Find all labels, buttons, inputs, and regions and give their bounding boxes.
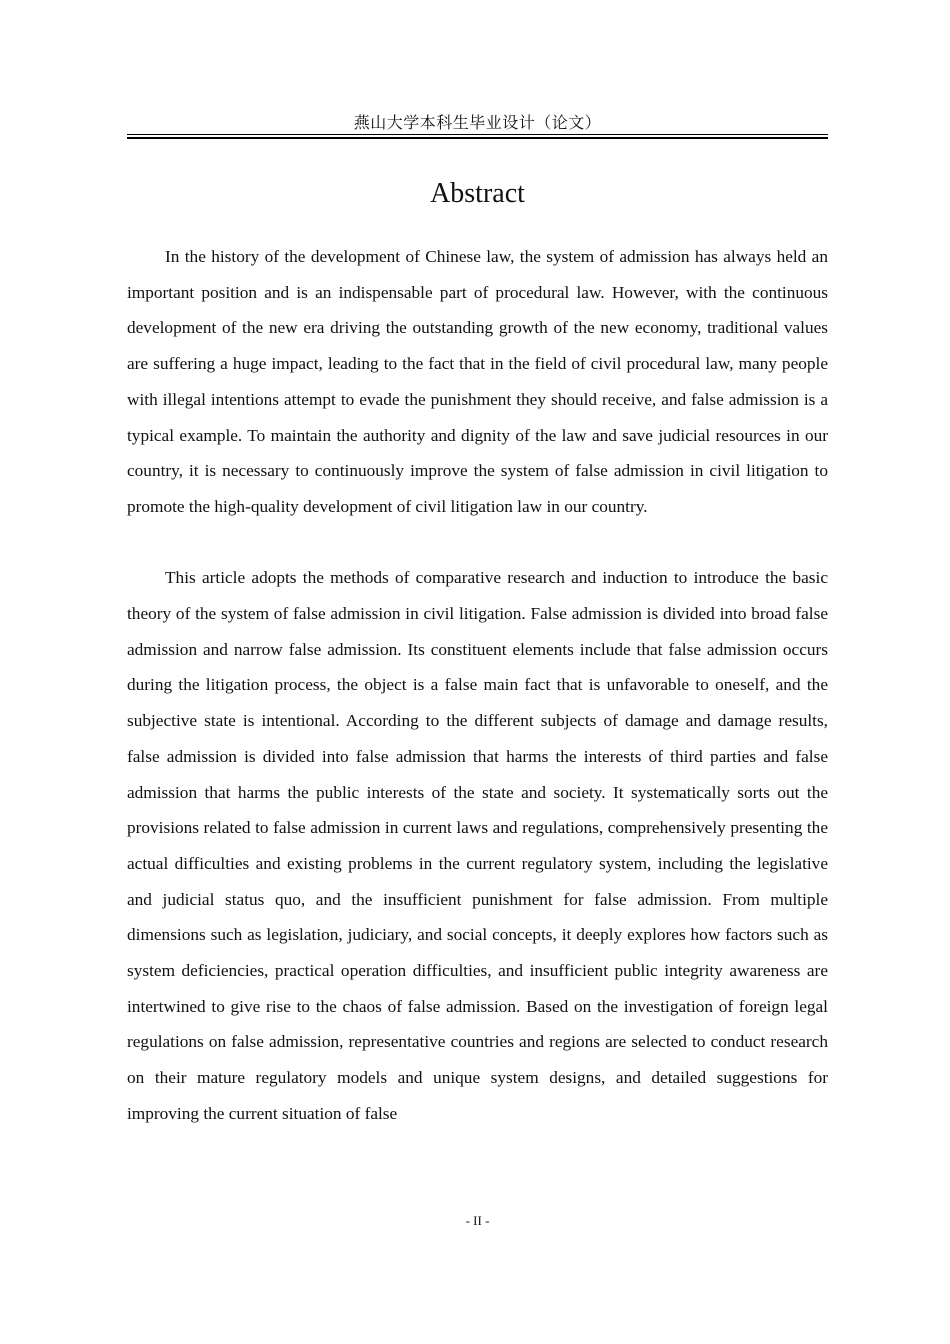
header-double-rule bbox=[127, 134, 828, 139]
abstract-paragraph-2: This article adopts the methods of comparative research and induction to introduce the basic theory of the system of false admission in civil litigation. False admission is divided into broad false admission and narrow false admission. Its constituent elements include that false admission occurs during the litigation process, the object is a false main fact that is unfavorable to oneself, and the subjective state is intentional. According to the different subjects of damage and damage results, false admission is divided into false admission that harms the interests of third parties and false admission that harms the public interests of the state and society. It systematically sorts out the provisions related to false admission in current laws and regulations, comprehensively presenting the actual difficulties and existing problems in the current regulatory system, including the legislative and judicial status quo, and the insufficient punishment for false admission. From multiple dimensions such as legislation, judiciary, and social concepts, it deeply explores how factors such as system deficiencies, practical operation difficulties, and insufficient public integrity awareness are intertwined to give rise to the chaos of false admission. Based on the investigation of foreign legal regulations on false admission, representative countries and regions are selected to conduct research on their mature regulatory models and unique system designs, and detailed suggestions for improving the current situation of false bbox=[127, 568, 828, 1123]
abstract-paragraph-1: In the history of the development of Chinese law, the system of admission has always held an important position and is an indispensable part of procedural law. However, with the continuous development of the new era driving the outstanding growth of the new economy, traditional values are suffering a huge impact, leading to the fact that in the field of civil procedural law, many people with illegal intentions attempt to evade the punishment they should receive, and false admission is a typical example. To maintain the authority and dignity of the law and save judicial resources in our country, it is necessary to continuously improve the system of false admission in civil litigation to promote the high-quality development of civil litigation law in our country. bbox=[127, 247, 828, 516]
abstract-body bbox=[127, 239, 828, 1132]
running-header: 燕山大学本科生毕业设计（论文） bbox=[353, 113, 602, 132]
paragraph-spacer bbox=[127, 525, 828, 561]
section-title: Abstract bbox=[430, 178, 525, 209]
page-number: - II - bbox=[465, 1213, 490, 1228]
